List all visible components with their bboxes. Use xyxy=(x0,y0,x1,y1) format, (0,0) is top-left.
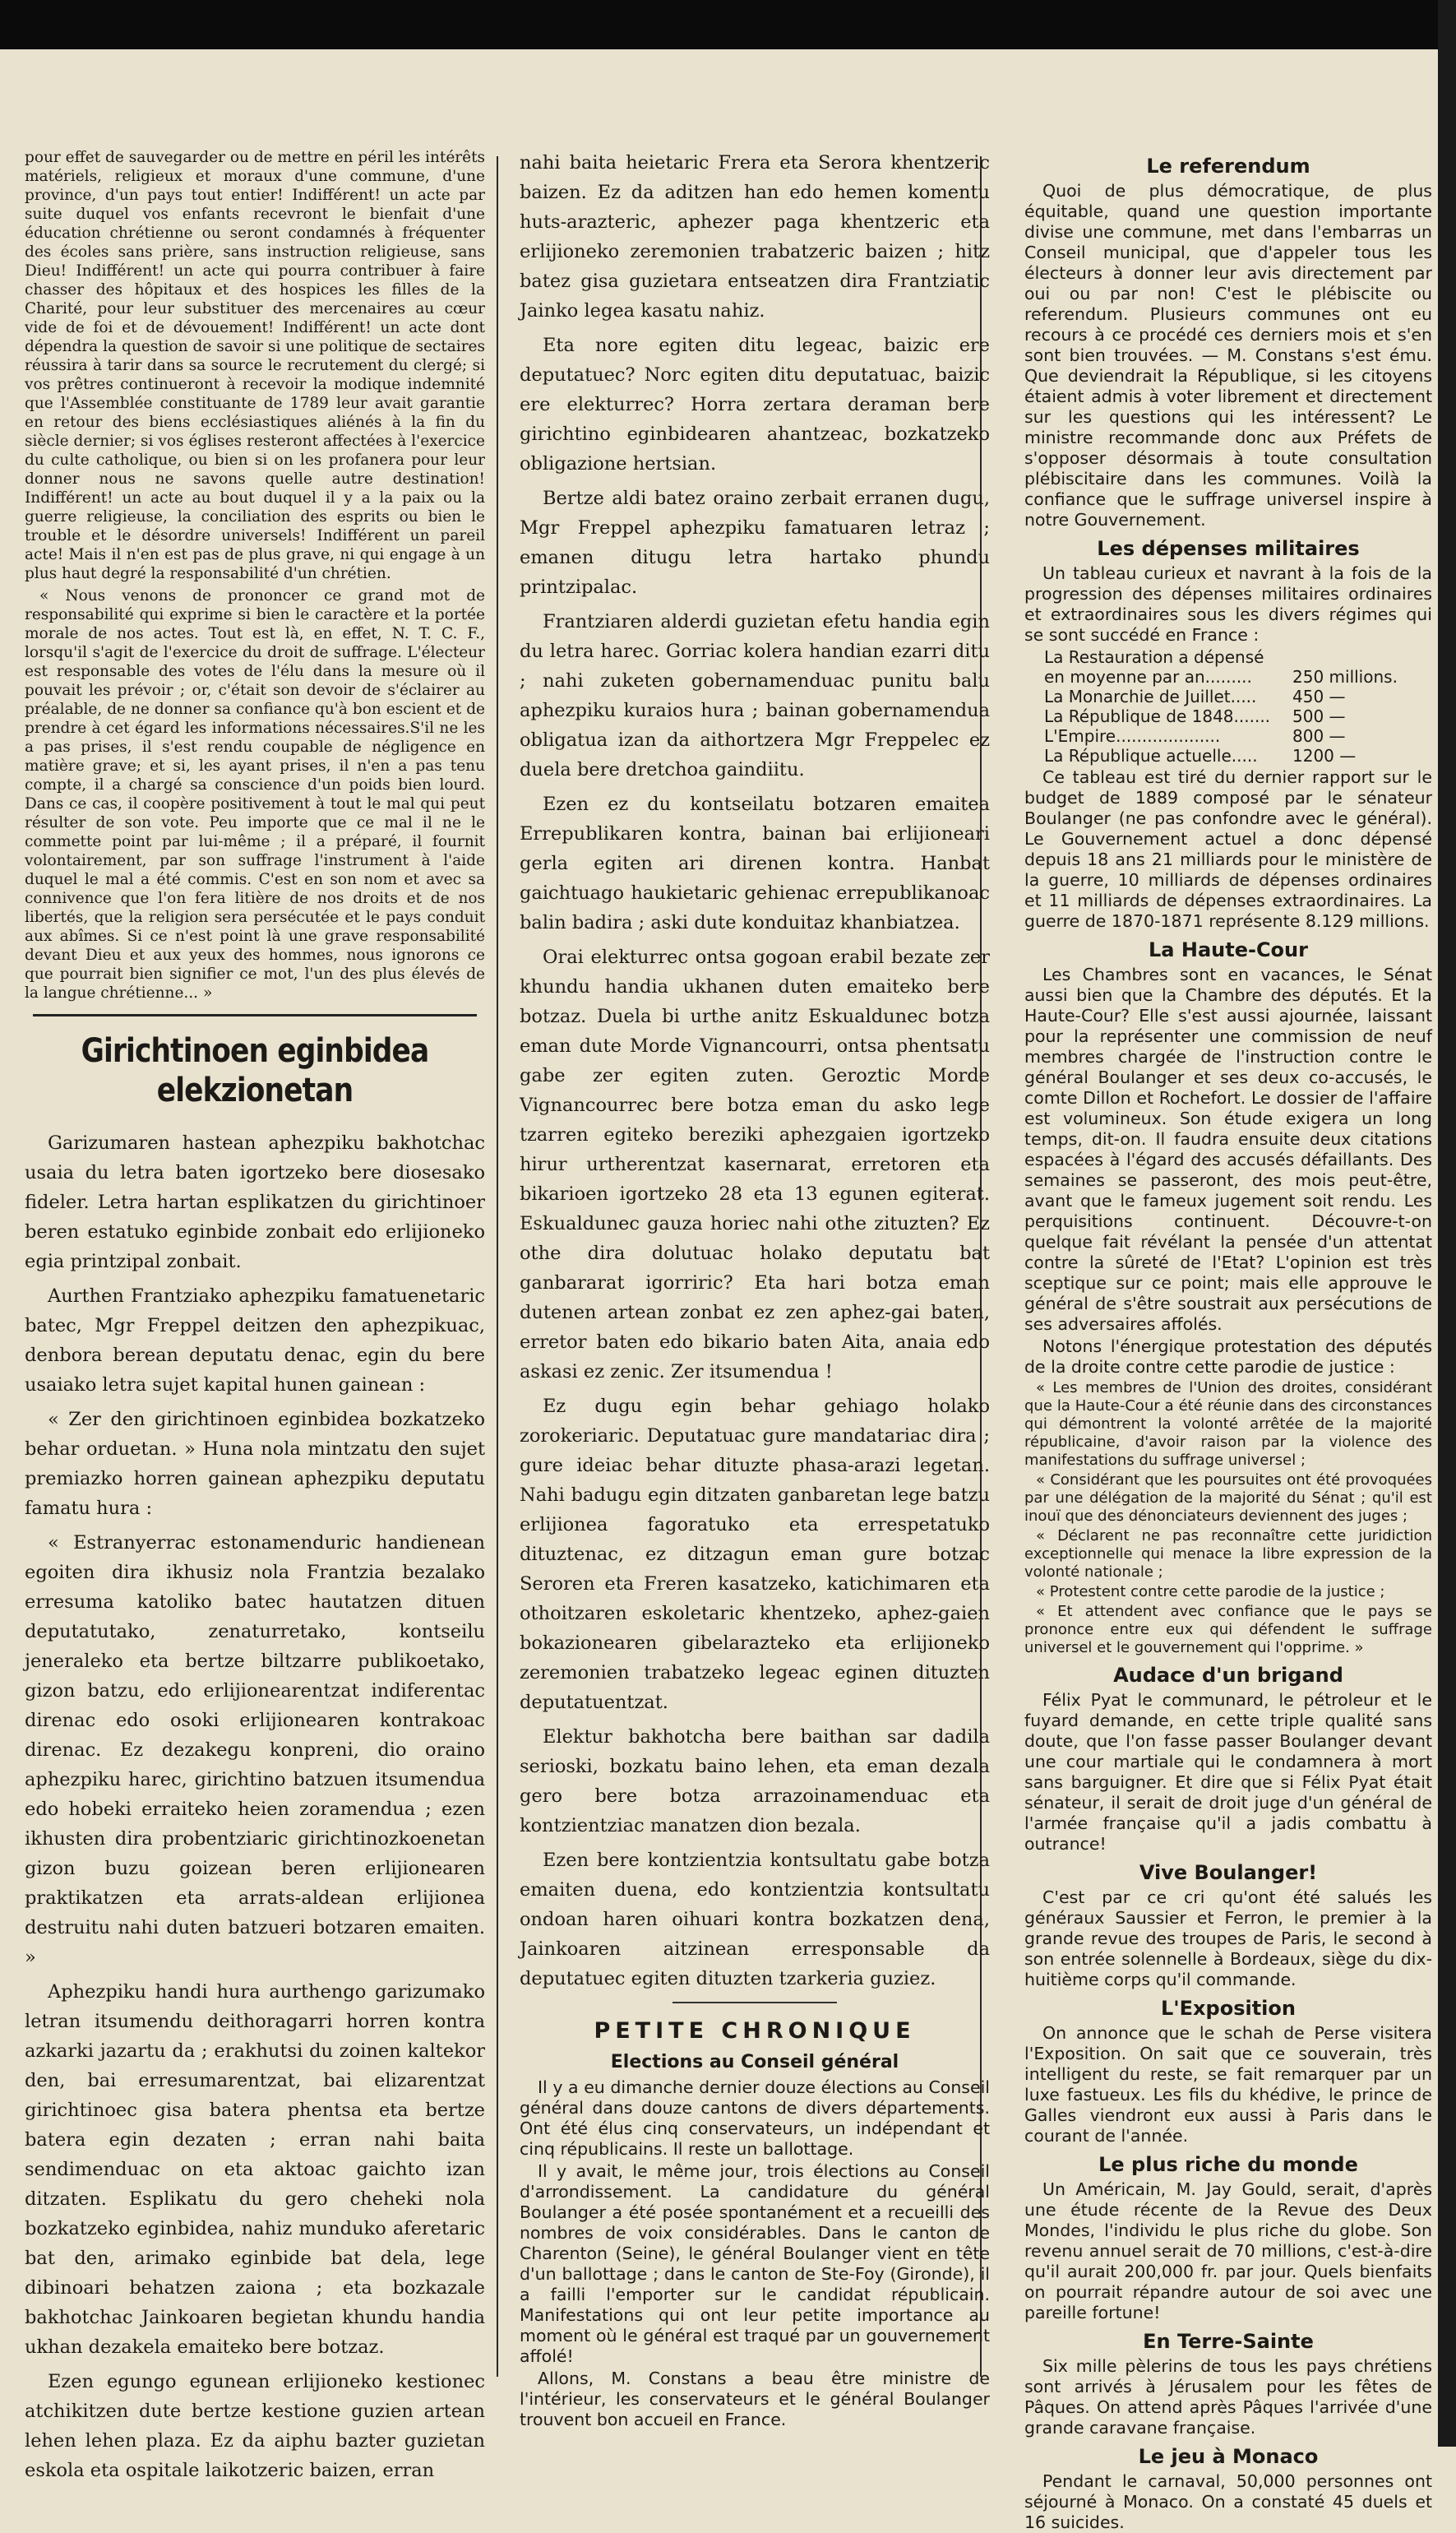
depenses-label: L'Empire.................... xyxy=(1044,726,1221,746)
depenses-label: La Monarchie de Juillet..... xyxy=(1044,687,1257,706)
depenses-row xyxy=(1024,726,1432,746)
hautecour-text: Les Chambres sont en vacances, le Sénat aussi bien que la Chambre des députés. Et la Haute-Cour? Elle s'est aussi ajournée, laissant pour la représenter une commission de neuf membres chargée de l'instruction contre le général Boulanger et ses deux co-accusés, le comte Dillon et Rochefort. Le dossier de l'affaire est volumineux. Son étude exigera un long temps, dit-on. Il faudra ensuite deux citations espacées à l'égard des accusés défaillants. Des semaines se passeront, des mois peut-être, avant que le fameux jugement soit rendu. Les perquisitions continuent. Découvre-t-on quelque fait révélant la pensée d'un attentat contre la sûreté de l'Etat? L'opinion est très sceptique sur ce point; mais elle approuve le général de s'être soustrait aux persécutions de ses adversaires affolés. xyxy=(1024,965,1432,1334)
protest-quote: « Protestent contre cette parodie de la justice ; xyxy=(1036,1583,1385,1600)
depenses-amount: 250 millions. xyxy=(1292,667,1398,687)
depenses-row xyxy=(1024,746,1432,766)
column-2 xyxy=(502,148,1008,2429)
scan-top-border xyxy=(0,0,1456,49)
depenses-amount: 450 — xyxy=(1292,687,1346,706)
chronique-paragraph: Il y a eu dimanche dernier douze élections au Conseil général dans douze cantons de divers départements. Ont été élus cinq conservateurs, un indépendant et cinq républicains. Il reste un ballottage. xyxy=(520,2077,990,2159)
depenses-label: La Restauration a dépensé xyxy=(1044,647,1264,667)
terre-heading: En Terre-Sainte xyxy=(1143,2330,1314,2353)
chronique-paragraph: Il y avait, le même jour, trois élections au Conseil d'arrondissement. La candidature du général Boulanger a été posée spontanément et a recueilli des nombres de voix considérables. Dans le canton de Charenton (Seine), le général Boulanger vient en tête d'un ballottage ; dans le canton de Ste-Foy (Gironde), il a failli l'emporter sur le candidat républicain. Manifestations qui ont leur petite importance au moment où le général est traqué par un gouvernement affolé! xyxy=(520,2161,990,2366)
basque-paragraph: Frantziaren alderdi guzietan efetu handia egin du letra harec. Gorriac kolera handian ezarri ditu ; nahi zuketen gobernamenduac punitu balu aphezpiku kuraios hura ; bainan gobernamendua obligatua izan da aithortzera Mgr Freppelec ez duela bere dretchoa gaindiitu. xyxy=(520,611,990,780)
french-paragraph: « Nous venons de prononcer ce grand mot de responsabilité qui exprime si bien le caractère et la portée morale de nos actes. Tout est là, en effet, N. T. C. F., lorsqu'il s'agit de l'exercice du droit de suffrage. L'électeur est responsable des votes de l'élu dans la mesure où il pouvait les prévoir ; or, c'était son devoir de s'éclairer au préalable, de ne donner sa confiance qu'à bon escient et de prendre à cet égard les informations nécessaires.S'il ne les a pas prises, il s'est rendu coupable de négligence en matière grave; et si, les ayant prises, il n'en a pas tenu compte, il a chargé sa conscience d'un poids bien lourd. Dans ce cas, il coopère positivement à tout le mal qui peut résulter de son vote. Peu importe que ce mal il ne le commette point par lui-même ; il a préparé, il fournit volontairement, par son suffrage l'instrument à l'aide duquel le mal a été commis. C'est en son nom et avec sa connivence que l'on fera litière de nos droits et de nos libertés, que la religion sera persécutée et le pays conduit aux abîmes. Si ce n'est point là une grave responsabilité devant Dieu et aux yeux des hommes, nous ignorons ce que pourrait bien signifier ce mot, l'un des plus élevés de la langue chrétienne... » xyxy=(25,587,485,1002)
depenses-row xyxy=(1024,647,1432,667)
basque-paragraph: Ez dugu egin behar gehiago holako zorokeriaric. Deputatuac gure mandatariac dira ; gure ideiac behar dituzte phasa-arazi legetan. Nahi badugu egin ditzaten ganbaretan lege batzu erlijionea fagoratuko eta errespetatuko dituztenac, ez ditzagun eman gure botzac Seroren eta Freren kasatzeko, katichimaren eta othoitzaren eskoletaric khentzeko, aphez-gaien bokazionearen gibelarazteko eta erlijioneko zeremonien trabatzeko legeac eginen dituzten deputatuentzat. xyxy=(520,1396,990,1713)
hautecour-heading: La Haute-Cour xyxy=(1149,938,1308,961)
expo-heading: L'Exposition xyxy=(1161,1997,1296,2020)
basque-paragraph: Ezen egungo egunean erlijioneko kestionec atchikitzen dute bertze kestione guzien artean lehen lehen plaza. Ez da aiphu bazter guzietan eskola eta ospitale laikotzeric baizen, erran xyxy=(25,2371,485,2481)
petite-chronique-heading: PETITE CHRONIQUE xyxy=(594,2018,916,2044)
depenses-row xyxy=(1024,687,1432,706)
depenses-heading: Les dépenses militaires xyxy=(1097,537,1360,560)
basque-paragraph: « Zer den girichtinoen eginbidea bozkatzeko behar orduetan. » Huna nola mintzatu den sujet premiazko horren gainean aphezpiku deputatu famatu hura : xyxy=(25,1409,485,1519)
protest-quote: « Et attendent avec confiance que le pays se prononce entre eux qui défendent le suffrage universel et le gouvernement qui l'opprime. » xyxy=(1024,1603,1432,1656)
depenses-amount xyxy=(1292,647,1432,667)
depenses-intro: Un tableau curieux et navrant à la fois de la progression des dépenses militaires ordinaires et extraordinaires sous les divers régimes qui se sont succédé en France : xyxy=(1024,563,1432,645)
chronique-paragraph: Allons, M. Constans a beau être ministre de l'intérieur, les conservateurs et le général Boulanger trouvent bon accueil en France. xyxy=(520,2369,990,2429)
french-paragraph: pour effet de sauvegarder ou de mettre en péril les intérêts matériels, religieux et moraux d'une commune, d'une province, d'un pays tout entier! Indifférent! un acte par suite duquel vos enfants recevront le bienfait d'une éducation chrétienne ou seront condamnés à fréquenter des écoles sans prière, sans instruction religieuse, sans Dieu! Indifférent! un acte qui pourra contribuer à faire chasser des hôpitaux et des hospices les filles de la Charité, pour leur substituer des mercenaires au cœur vide de foi et de dévouement! Indifférent! un acte dont dépendra la question de savoir si une politique de sectaires réussira à tarir dans sa source le recrutement du clergé; si vos prêtres continueront à recevoir la modique indemnité que l'Assemblée constituante de 1789 leur avait garantie en retour des biens ecclésiastiques aliénés à la fin du siècle dernier; si vos églises resteront affectées à l'exercice du culte catholique, ou bien si on les profanera pour leur donner nous ne savons quelle autre destination! Indifférent! un acte au bout duquel il y a la paix ou la guerre religieuse, la conciliation des esprits ou bien le trouble et le désordre universels! Indifférent un pareil acte! Mais il n'en est pas de plus grave, ni qui engage à un plus haut degré la responsabilité d'un chrétien. xyxy=(25,149,485,582)
audace-heading: Audace d'un brigand xyxy=(1113,1664,1343,1687)
depenses-text: Ce tableau est tiré du dernier rapport sur le budget de 1889 composé par le sénateur Boulanger (ne pas confondre avec le général). Le Gouvernement actuel a donc dépensé depuis 18 ans 21 milliards pour le ministère de la guerre, 10 milliards de dépenses ordinaires et 11 milliards de dépenses extraordinaires. La guerre de 1870-1871 représente 8.129 millions. xyxy=(1024,767,1432,931)
hautecour-text-2: Notons l'énergique protestation des députés de la droite contre cette parodie de justice : xyxy=(1024,1336,1432,1377)
basque-paragraph: « Estranyerrac estonamenduric handienean egoiten dira ikhusiz nola Frantzia bezalako erresuma katoliko batec hautatzen dituen deputatutako, zenaturretako, kontseilu jeneraleko eta bertze biltzarre publikoetako, gizon batzu, edo erlijionearentzat indiferentac direnac edo osoki erlijionearen kontrakoac direnac. Ez dezakegu konpreni, dio oraino aphezpiku harec, girichtino batzuen itsumendua edo hobeki erraiteko heien zoramendua ; ezen ikhusten dira probentziaric girichtinozkoenetan gizon buzu goizean beren erlijionearen praktikatzen eta arrats-aldean erlijionea destruitu nahi duten batzueri botzaren emaiten. » xyxy=(25,1532,485,1968)
depenses-row xyxy=(1024,706,1432,726)
depenses-amount: 800 — xyxy=(1292,726,1346,746)
chronique-subheading: Elections au Conseil général xyxy=(610,2052,899,2072)
depenses-label: La République actuelle..... xyxy=(1044,746,1258,766)
section-divider xyxy=(33,1014,477,1016)
basque-paragraph: Aurthen Frantziako aphezpiku famatuenetaric batec, Mgr Freppel deitzen den aphezpikuac, denbora berean deputatu denac, egin du bere usaiako letra sujet kapital hunen gainean : xyxy=(25,1285,485,1396)
protest-quote: « Considérant que les poursuites ont été provoquées par une délégation de la majorité du Sénat ; qu'il est inouï que des dénonciateurs deviennent des juges ; xyxy=(1024,1471,1432,1525)
basque-paragraph: Ezen ez du kontseilatu botzaren emaitea Errepublikaren kontra, bainan bai erlijioneari gerla egiten ari direnen kontra. Hanbat gaichtuago haukietaric gehienac errepublikanoac balin badira ; aski dute konduitaz khanbiatzea. xyxy=(520,794,990,933)
terre-text: Six mille pèlerins de tous les pays chrétiens sont arrivés à Jérusalem pour les fêtes de Pâques. On attend après Pâques l'arrivée d'une grande caravane française. xyxy=(1024,2356,1432,2438)
basque-paragraph: Garizumaren hastean aphezpiku bakhotchac usaia du letra baten igortzeko bere diosesako fideler. Letra hartan esplikatzen du girichtinoer beren estatuko eginbide zonbait edo erlijioneko egia printzipal zonbait. xyxy=(25,1132,485,1272)
depenses-amount: 500 — xyxy=(1292,706,1346,726)
article-heading: Girichtinoen eginbidea elekzionetan xyxy=(81,1032,429,1109)
column-1 xyxy=(25,148,502,2481)
scan-right-border xyxy=(1438,0,1456,2447)
newspaper-page xyxy=(25,148,1432,2532)
monaco-text: Pendant le carnaval, 50,000 personnes ont séjourné à Monaco. On a constaté 45 duels et 16 suicides. xyxy=(1024,2471,1432,2532)
riche-text: Un Américain, M. Jay Gould, serait, d'après une étude récente de la Revue des Deux Mondes, l'individu le plus riche du globe. Son revenu annuel serait de 70 millions, c'est-à-dire qu'il aurait 200,000 fr. par jour. Quels bienfaits on pourrait répandre autour de soi avec une pareille fortune! xyxy=(1024,2179,1432,2322)
column-3 xyxy=(1008,148,1432,2532)
vive-text: C'est par ce cri qu'ont été salués les généraux Saussier et Ferron, le premier à la grande revue des troupes de Paris, le second à son entrée solennelle à Bordeaux, siège du dix-huitième corps qu'il commande. xyxy=(1024,1887,1432,1989)
basque-paragraph: Ezen bere kontzientzia kontsultatu gabe botza emaiten duena, edo kontzientzia kontsultatu ondoan haren oihuari kontra bozkatzen dena, Jainkoaren aitzinean erresponsable da deputatuec egiten dituzten tzarkeria guziez. xyxy=(520,1850,990,1989)
depenses-label: La République de 1848....... xyxy=(1044,706,1271,726)
depenses-table xyxy=(1024,647,1432,766)
basque-paragraph: nahi baita heietaric Frera eta Serora khentzeric baizen. Ez da aditzen han edo hemen komentu huts-arazteric, aphezer paga khentzeric eta erlijioneko zeremonien trabatzeric baizen ; hitz batez gisa guzietara entseatzen dira Frantziatic Jainko legea kasatu nahiz. xyxy=(520,152,990,322)
referendum-heading: Le referendum xyxy=(1146,155,1310,178)
basque-paragraph: Elektur bakhotcha bere baithan sar dadila serioski, bozkatu baino lehen, eta eman dezala gero bere botza arrazoinamenduac eta kontzientziac manatzen dion bezala. xyxy=(520,1726,990,1836)
monaco-heading: Le jeu à Monaco xyxy=(1138,2445,1319,2468)
riche-heading: Le plus riche du monde xyxy=(1098,2153,1358,2176)
vive-heading: Vive Boulanger! xyxy=(1139,1861,1318,1884)
basque-paragraph: Orai elekturrec ontsa gogoan erabil bezate zer khundu handia ukhanen duten emaiteko bere botzaz. Duela bi urthe anitz Eskualdunec botza eman dute Morde Vignancourri, ontsa phentsatu gabe zer egiten zuten. Geroztic Morde Vignancourrec bere botza eman du asko lege tzarren egiteko bereziki aphezgaien igortzeko hirur urtherentzat kasernarat, erretoren eta bikarioen igortzeko 28 eta 13 egunen egiterat. Eskualdunec gauza horiec nahi othe zituzten? Ez othe dira dolutuac holako deputatu bat ganbararat igorriric? Eta hari botza eman dutenen artean zonbat ez zen aphez-gai baten, erretor baten edo bikario baten Aita, anaia edo askasi ez zenic. Zer itsumendua ! xyxy=(520,947,990,1382)
audace-text: Félix Pyat le communard, le pétroleur et le fuyard demande, en cette triple qualité sans doute, que l'on fasse passer Boulanger devant une cour martiale qui le condamnera à mort sans barguigner. Et dire que si Félix Pyat était sénateur, il serait de droit juge d'un général de l'armée française qu'il a jadis combattu à outrance! xyxy=(1024,1690,1432,1854)
depenses-row xyxy=(1024,667,1432,687)
depenses-label: en moyenne par an......... xyxy=(1044,667,1252,687)
short-divider xyxy=(673,2002,837,2003)
basque-paragraph: Aphezpiku handi hura aurthengo garizumako letran itsumendu deithoragarri horren kontra azkarki jazartu da ; erakhutsi du zoinen kaltekor den, bai erresumarentzat, bai elizarentzat girichtinoec gisa batera phentsa eta bertze batera egin dezaten ; erran nahi baita sendimenduac on eta aktoac gaichto izan ditzaten. Esplikatu du gero cheheki nola bozkatzeko eginbidea, nahiz munduko aferetaric bat den, arimako eginbide bat dela, lege dibinoari behatzen zaiona ; eta bozkazale bakhotchac Jainkoaren begietan khundu handia ukhan dezakela emaiteko bere botzaz. xyxy=(25,1981,485,2358)
protest-quote: « Les membres de l'Union des droites, considérant que la Haute-Cour a été réunie dans des circonstances qui démontrent la volonté arrêtée de la majorité républicaine, d'avoir raison par la violence des manifestations du suffrage universel ; xyxy=(1024,1379,1432,1469)
basque-paragraph: Bertze aldi batez oraino zerbait erranen dugu, Mgr Freppel aphezpiku famatuaren letraz ; emanen ditugu letra hartako phundu printzipalac. xyxy=(520,488,990,598)
depenses-amount: 1200 — xyxy=(1292,746,1357,766)
expo-text: On annonce que le schah de Perse visitera l'Exposition. On sait que ce souverain, très intelligent du reste, se fait remarquer par un luxe fastueux. Les fils du khédive, le prince de Galles viendront eux aussi à Paris dans le courant de l'année. xyxy=(1024,2023,1432,2146)
basque-paragraph: Eta nore egiten ditu legeac, baizic ere deputatuec? Norc egiten ditu deputatuac, baizic ere elekturrec? Horra zertara deraman bere girichtino eginbidearen ahantzeac, bozkatzeko obligazione hertsian. xyxy=(520,335,990,475)
referendum-text: Quoi de plus démocratique, de plus équitable, quand une question importante divise une commune, met dans l'embarras un Conseil municipal, que d'appeler tous les électeurs à donner leur avis directement par oui ou par non! C'est le plébiscite ou referendum. Plusieurs communes ont eu recours à ce procédé ces derniers mois et s'en sont bien trouvées. — M. Constans s'est ému. Que deviendrait la République, si les citoyens étaient admis à voter librement et directement sur les questions qui les intéressent? Le ministre recommande donc aux Préfets de s'opposer désormais à toute consultation plébiscitaire dans les communes. Voilà la confiance que le suffrage universel inspire à notre Gouvernement. xyxy=(1024,181,1432,530)
protest-quote: « Déclarent ne pas reconnaître cette juridiction exceptionnelle qui menace la libre expression de la volonté nationale ; xyxy=(1024,1527,1432,1581)
